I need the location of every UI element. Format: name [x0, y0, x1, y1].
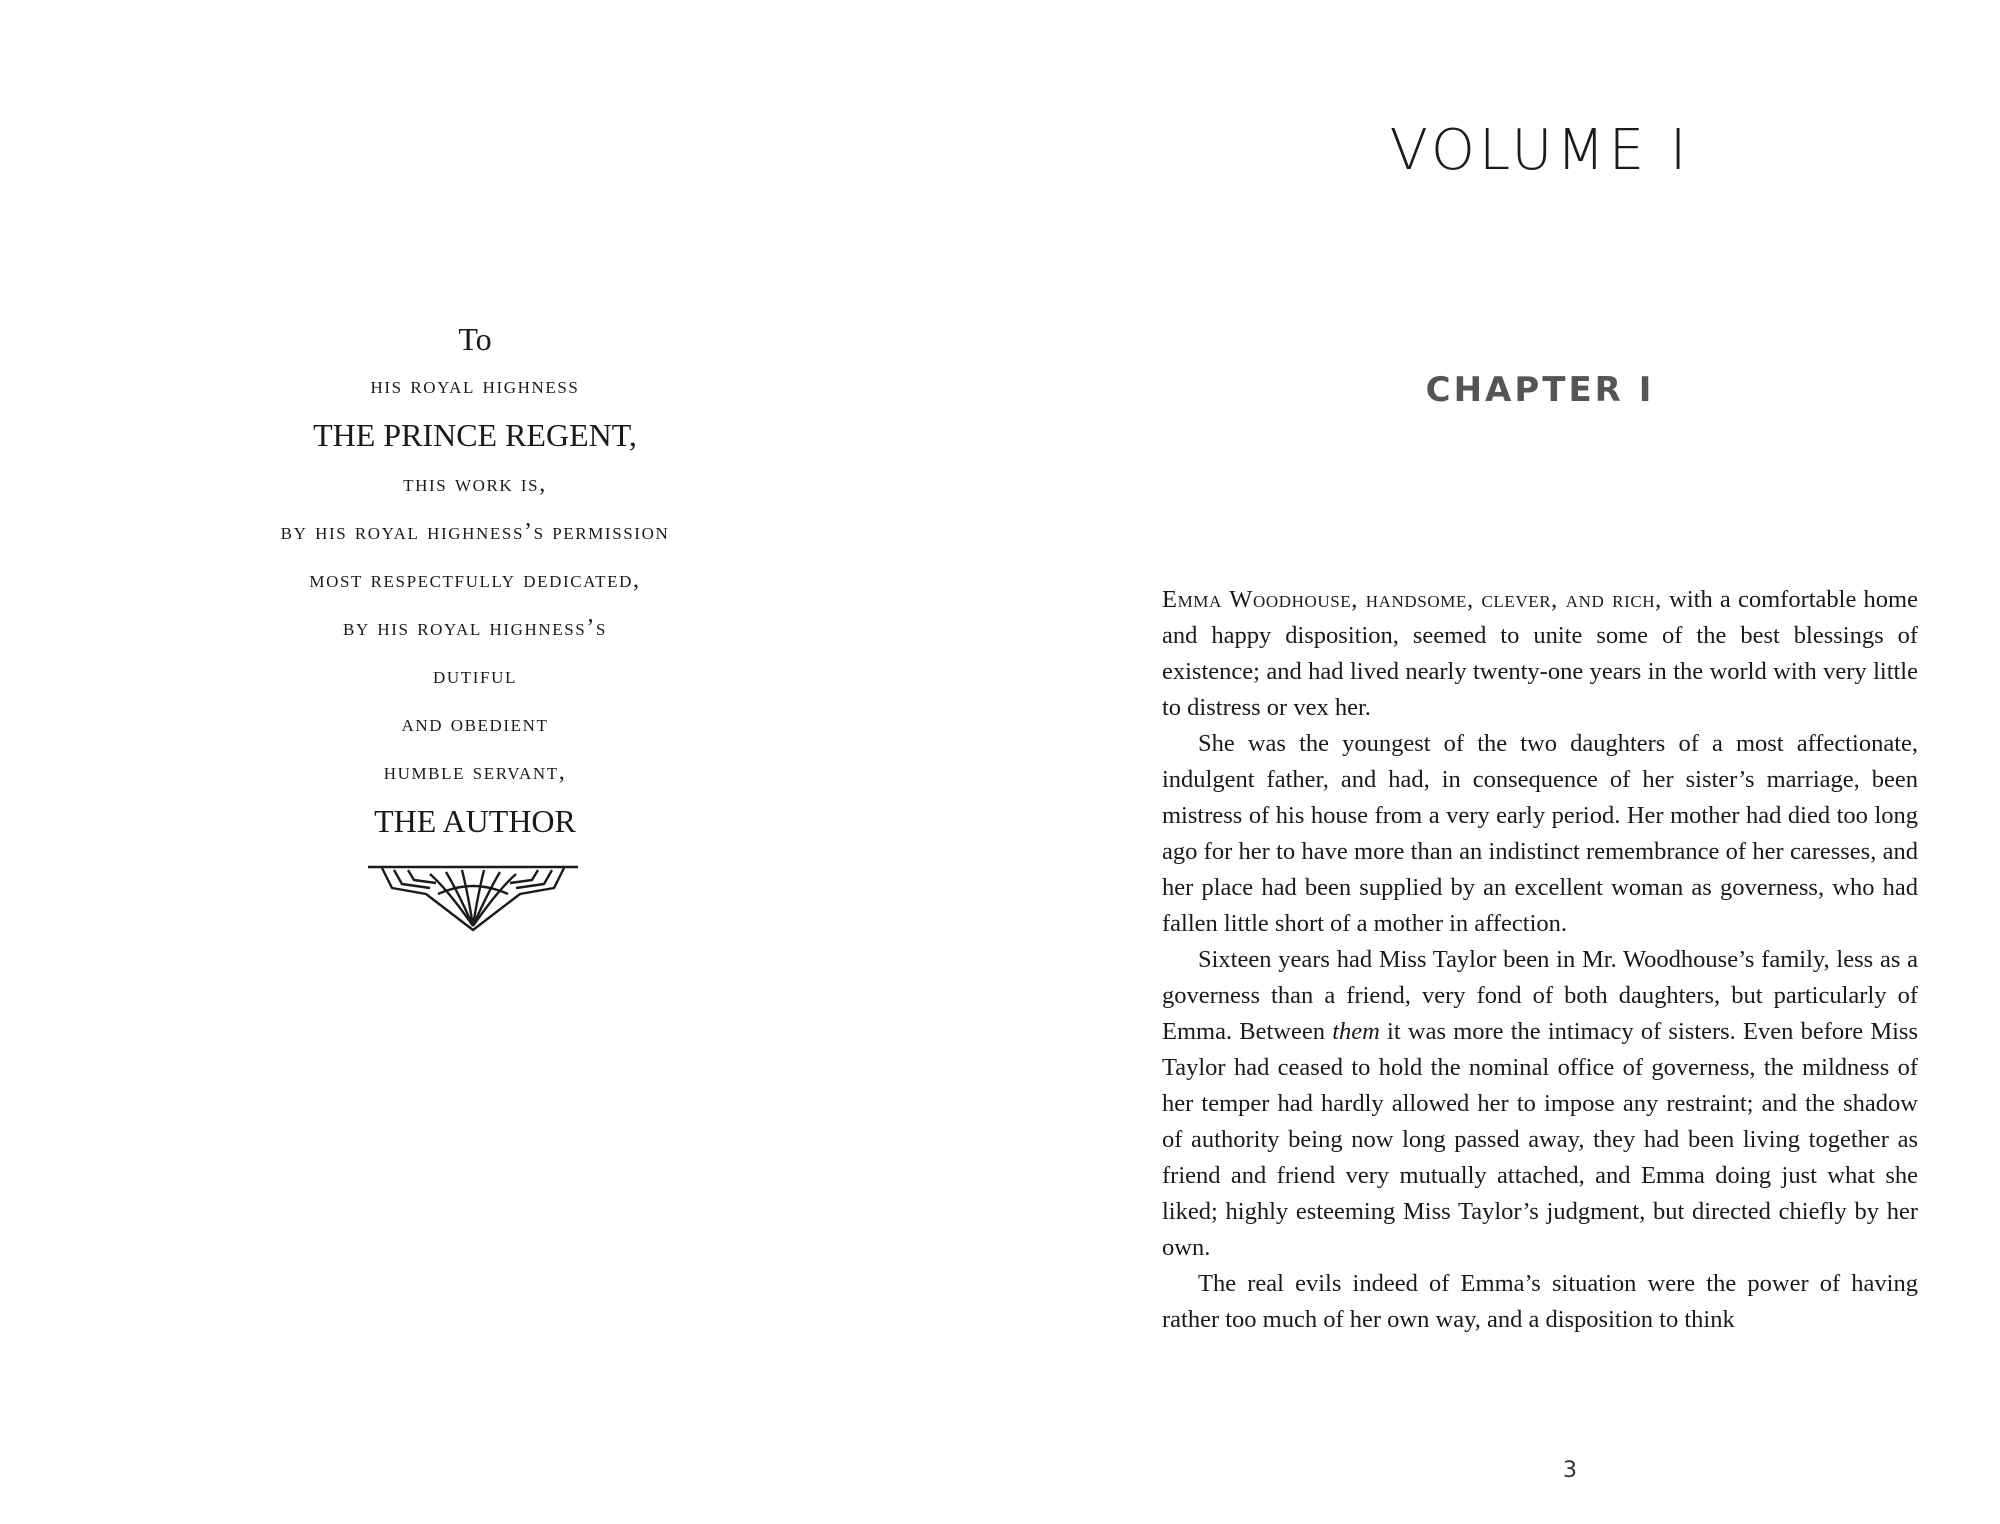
dedication-line-permission: by his royal highness’s permission: [280, 519, 670, 545]
dedication-line-his-royal-highness: his royal highness: [370, 373, 580, 399]
dedication: [120, 316, 830, 846]
paragraph-1-lead-in: Emma Woodhouse, handsome, clever, and rich,: [1162, 586, 1662, 613]
paragraph-1-text: with a comfortable home and happy disposition, seemed to unite some of the best blessings of existence; and had lived nearly twenty-one years in the world with very little to distress or vex her.: [1162, 586, 1918, 721]
paragraph-2: She was the youngest of the two daughters of a most affectionate, indulgent father, and had, in consequence of her sister’s marriage, been mistress of his house from a very early period. Her mother had died too long ago for her to have more than an indistinct remembrance of her caresses, and her place had been supplied by an excellent woman as governess, who had fallen little short of a mother in affection.: [1162, 730, 1918, 937]
page-number: 3: [1563, 1458, 1577, 1483]
paragraph-3: [1162, 942, 1918, 1266]
dedication-line-prince-regent: THE PRINCE REGENT,: [313, 417, 637, 453]
fan-ornament-icon: [368, 864, 578, 934]
chapter-body: [1162, 582, 1918, 1338]
dedication-line-this-work: this work is,: [403, 471, 547, 497]
dedication-line-obedient: and obedient: [401, 711, 549, 737]
paragraph-3-text-end: it was more the intimacy of sisters. Even before Miss Taylor had ceased to hold the nominal office of governess, the mildness of her temper had hardly allowed her to impose any restraint; and the shadow of authority being now long passed away, they had been living together as friend and friend very mutually attached, and Emma doing just what she liked; highly esteeming Miss Taylor’s judgment, but directed chiefly by her own.: [1162, 1018, 1919, 1261]
chapter-title: CHAPTER I: [1425, 370, 1655, 410]
dedication-line-to: To: [458, 321, 492, 357]
paragraph-4: The real evils indeed of Emma’s situation were the power of having rather too much of her own way, and a disposition to think: [1162, 1270, 1918, 1333]
dedication-line-author: THE AUTHOR: [374, 803, 576, 839]
dedication-line-dutiful: dutiful: [433, 663, 517, 689]
dedication-line-by-highness: by his royal highness’s: [343, 615, 607, 641]
paragraph-3-text-start: Sixteen years had Miss Taylor been in Mr. Woodhouse’s family, less as a governess than a friend, very fond of both daughters, but particularly of Emma. Between: [1162, 946, 1918, 1045]
dedication-line-servant: humble servant,: [383, 759, 567, 785]
volume-title: VOLUME I: [1389, 118, 1691, 183]
dedication-line-dedicated: most respectfully dedicated,: [309, 567, 641, 593]
paragraph-1: [1162, 582, 1918, 726]
paragraph-3-emphasis: them: [1332, 1018, 1380, 1045]
left-page: [0, 0, 960, 1524]
right-page: [1000, 0, 2000, 1524]
